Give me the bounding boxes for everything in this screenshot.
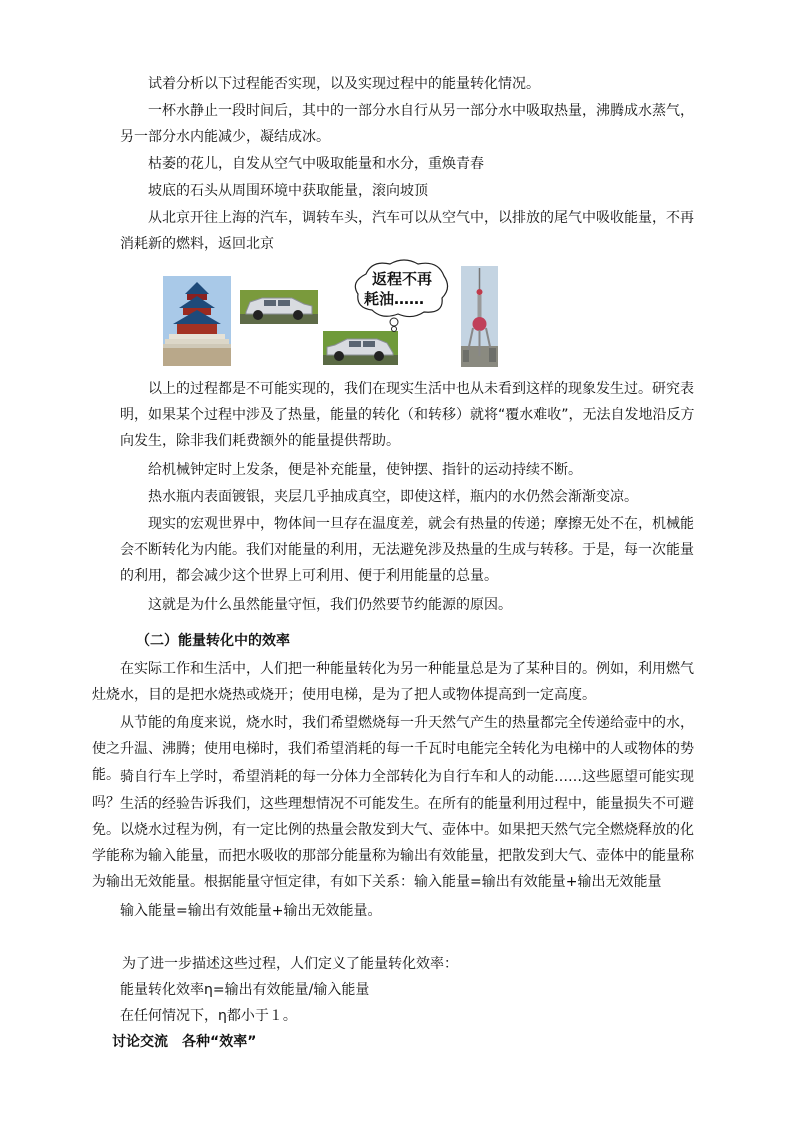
paragraph-define-efficiency: 为了进一步描述这些过程，人们定义了能量转化效率： [122, 956, 458, 972]
paragraph-flower: 枯萎的花儿，自发从空气中吸取能量和水分，重焕青春 [148, 156, 484, 172]
paragraph-purpose: 在实际工作和生活中，人们把一种能量转化为另一种能量总是为了某种目的。例如，利用燃气灶烧水，目的是把水烧热或烧开；使用电梯，是为了把人或物体提高到一定高度。 [92, 661, 694, 703]
paragraph-macro-world: 现实的宏观世界中，物体间一旦存在温度差，就会有热量的传递；摩擦无处不在，机械能会不断转化为内能。我们对能量的利用，无法避免涉及热量的生成与转移。于是，每一次能量的利用，都会减少这个世界上可利用、便于利用能量的总量。 [120, 516, 694, 584]
equation-energy: 输入能量=输出有效能量+输出无效能量。 [120, 903, 382, 919]
paragraph-energy-loss: 生活的经验告诉我们，这些理想情况不可能发生。在所有的能量利用过程中，能量损失不可避免。以烧水过程为例，有一定比例的热量会散发到大气、壶体中。如果把天然气完全燃烧释放的化学能称为输入能量，而把水吸收的那部分能量称为输出有效能量，把散发到大气、壶体中的能量称为输出无效能量。根据能量守恒定律，有如下关系：输入能量=输出有效能量+输出无效能量 [92, 796, 694, 890]
section-heading-efficiency: （二）能量转化中的效率 [136, 633, 290, 649]
paragraph-eta-less-than-one: 在任何情况下，η都小于１。 [120, 1008, 297, 1024]
bubble-text-line2: 耗油…… [364, 290, 425, 308]
paragraph-bicycle: 骑自行车上学时，希望消耗的每一分体力全部转化为自行车和人的动能……这些愿望可能实现吗？ [92, 769, 694, 811]
paragraph-car: 从北京开往上海的汽车，调转车头，汽车可以从空气中，以排放的尾气中吸收能量，不再消耗新的燃料，返回北京 [120, 210, 694, 252]
car-image-return [323, 331, 398, 365]
paragraph-thermos: 热水瓶内表面镀银，夹层几乎抽成真空，即使这样，瓶内的水仍然会渐渐变凉。 [148, 489, 638, 505]
paragraph-energy-saving: 从节能的角度来说，烧水时，我们希望燃烧每一升天然气产生的热量都完全传递给壶中的水，使之升温、沸腾；使用电梯时，我们希望消耗的每一千瓦时电能完全转化为电梯中的人或物体的势能。 [92, 715, 694, 783]
paragraph-clock: 给机械钟定时上发条，便是补充能量，使钟摆、指针的运动持续不断。 [148, 462, 582, 478]
paragraph-conclusion: 以上的过程都是不可能实现的，我们在现实生活中也从未看到这样的现象发生过。研究表明，如果某个过程中涉及了热量，能量的转化（和转移）就将“覆水难收”，无法自发地沿反方向发生，除非我们耗费额外的能量提供帮助。 [120, 381, 695, 449]
paragraph-water: 一杯水静止一段时间后，其中的一部分水自行从另一部分水中吸取热量，沸腾成水蒸气，另一部分水内能减少，凝结成冰。 [120, 103, 694, 145]
temple-of-heaven-image [163, 276, 231, 366]
bubble-text-line1: 返程不再 [372, 270, 433, 288]
equation-efficiency: 能量转化效率η=输出有效能量/输入能量 [120, 982, 370, 998]
paragraph-stone: 坡底的石头从周围环境中获取能量，滚向坡顶 [148, 183, 428, 199]
oriental-pearl-tower-image [461, 266, 498, 367]
paragraph-intro: 试着分析以下过程能否实现，以及实现过程中的能量转化情况。 [148, 76, 540, 92]
car-image-outbound [240, 290, 318, 324]
paragraph-save-energy: 这就是为什么虽然能量守恒，我们仍然要节约能源的原因。 [148, 597, 512, 613]
discussion-heading: 讨论交流 各种“效率” [112, 1034, 257, 1050]
